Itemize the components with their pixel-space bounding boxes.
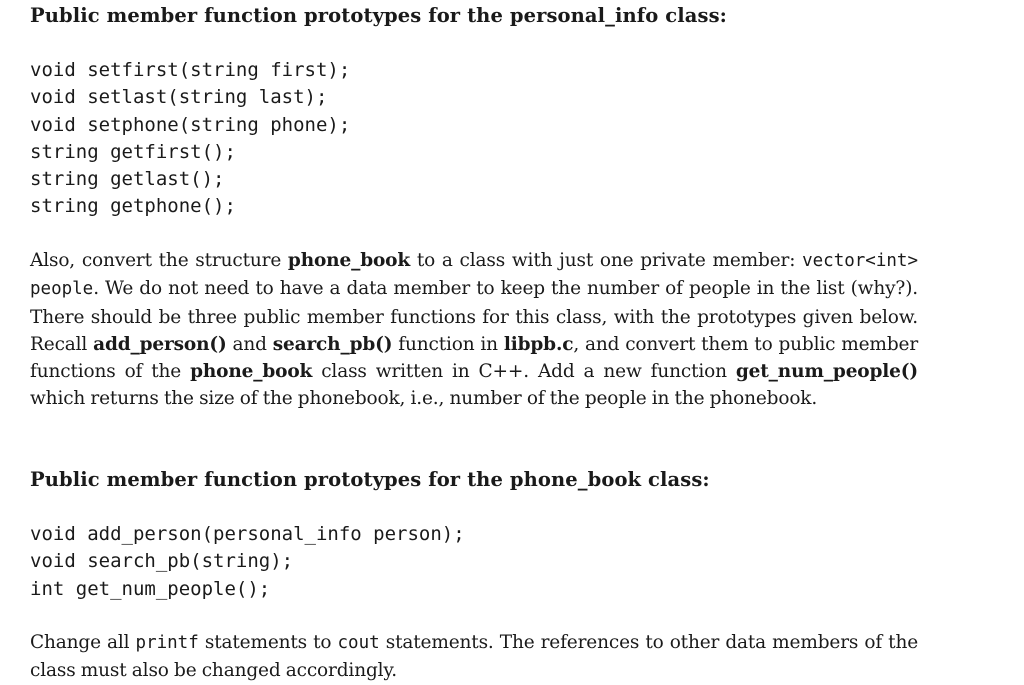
section-heading-personal-info: Public member function prototypes for the personal_info class: [30,4,727,27]
bold-term: phone_book [190,361,313,383]
text-span: Change all [30,632,136,653]
code-line: string getphone(); [30,195,236,218]
text-span: statements. The references to other data members of the class must also be changed accordingly. [30,632,919,682]
text-span: . We do not need to have a data member to keep the number of people in the list (why?). There should be three public member functions for this class, with the prototypes given below. Recall [30,278,918,355]
bold-term: libpb.c [503,333,574,355]
code-line: void setfirst(string first); [30,59,351,81]
text-span: to a class with just one private member: [410,250,803,271]
text-span: statements to [198,632,338,653]
inline-code: vector<int> people [30,251,918,300]
code-block-phone-book [30,521,465,603]
code-line: void add_person(personal_info person); [30,523,465,545]
inline-code: printf [135,633,199,653]
paragraph-phone-book-description [30,247,918,413]
text-span: class written in C++. Add a new function [312,361,736,383]
paragraph-printf-cout [30,629,918,685]
text-span: function in [392,333,504,355]
bold-term: get_num_people() [735,361,918,383]
code-line: string getfirst(); [30,140,236,163]
bold-term: phone_book [287,250,411,271]
bold-term: add_person() [93,333,227,355]
bold-term: search_pb() [272,333,393,355]
text-span: Also, convert the structure [30,250,288,271]
inline-code: cout [337,633,380,653]
code-line: string getlast(); [30,168,225,191]
code-line: void search_pb(string); [30,550,294,573]
text-span: , and convert them to public member functions of the [30,333,919,383]
code-line: void setlast(string last); [30,86,328,109]
code-block-personal-info [30,57,350,221]
text-span: which returns the size of the phonebook, i.e., number of the people in the phonebook. [30,388,818,410]
code-line: int get_num_people(); [30,577,271,600]
text-span: and [226,333,273,355]
code-line: void setphone(string phone); [30,113,351,136]
section-heading-phone-book: Public member function prototypes for the phone_book class: [30,468,710,491]
